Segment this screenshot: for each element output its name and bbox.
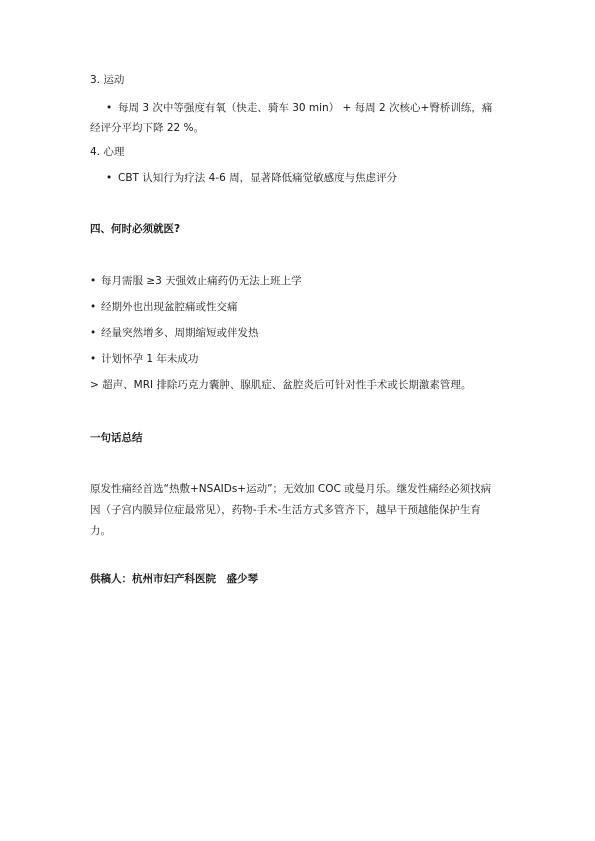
- list-item-bullet: •: [90, 327, 97, 339]
- list-item: 计划怀孕 1 年未成功: [101, 353, 199, 365]
- contributor-credit: 供稿人：杭州市妇产科医院 盛少琴: [90, 573, 258, 585]
- summary-line-3: 力。: [90, 525, 111, 537]
- summary-line-1: 原发性痛经首选“热敷+NSAIDs+运动”；无效加 COC 或曼月乐。继发性痛经必须找病: [90, 483, 492, 495]
- list-item: 每月需服 ≥3 天强效止痛药仍无法上班上学: [101, 275, 302, 287]
- list-item-bullet: •: [90, 301, 97, 313]
- exercise-item-line2: 经评分平均下降 22 %。: [90, 122, 205, 134]
- list-item-bullet: •: [90, 275, 97, 287]
- list-item: 经期外也出现盆腔痛或性交痛: [101, 301, 238, 313]
- exercise-item-line1: 每周 3 次中等强度有氧（快走、骑车 30 min） + 每周 2 次核心+臀桥训练，痛: [118, 102, 493, 114]
- psychology-item: CBT 认知行为疗法 4-6 周，显著降低痛觉敏感度与焦虑评分: [118, 172, 398, 184]
- exercise-bullet: •: [106, 102, 113, 114]
- exercise-heading: 3. 运动: [90, 74, 125, 86]
- summary-title: 一句话总结: [90, 432, 143, 444]
- psychology-heading: 4. 心理: [90, 146, 125, 158]
- section-when-to-see-doctor-title: 四、何时必须就医?: [90, 223, 181, 235]
- psychology-bullet: •: [106, 172, 113, 184]
- list-item-bullet: •: [90, 353, 97, 365]
- imaging-note: > 超声、MRI 排除巧克力囊肿、腺肌症、盆腔炎后可针对性手术或长期激素管理。: [90, 379, 472, 391]
- list-item: 经量突然增多、周期缩短或伴发热: [101, 327, 259, 339]
- summary-line-2: 因（子宫内膜异位症最常见），药物-手术-生活方式多管齐下，越早干预越能保护生育: [90, 504, 481, 516]
